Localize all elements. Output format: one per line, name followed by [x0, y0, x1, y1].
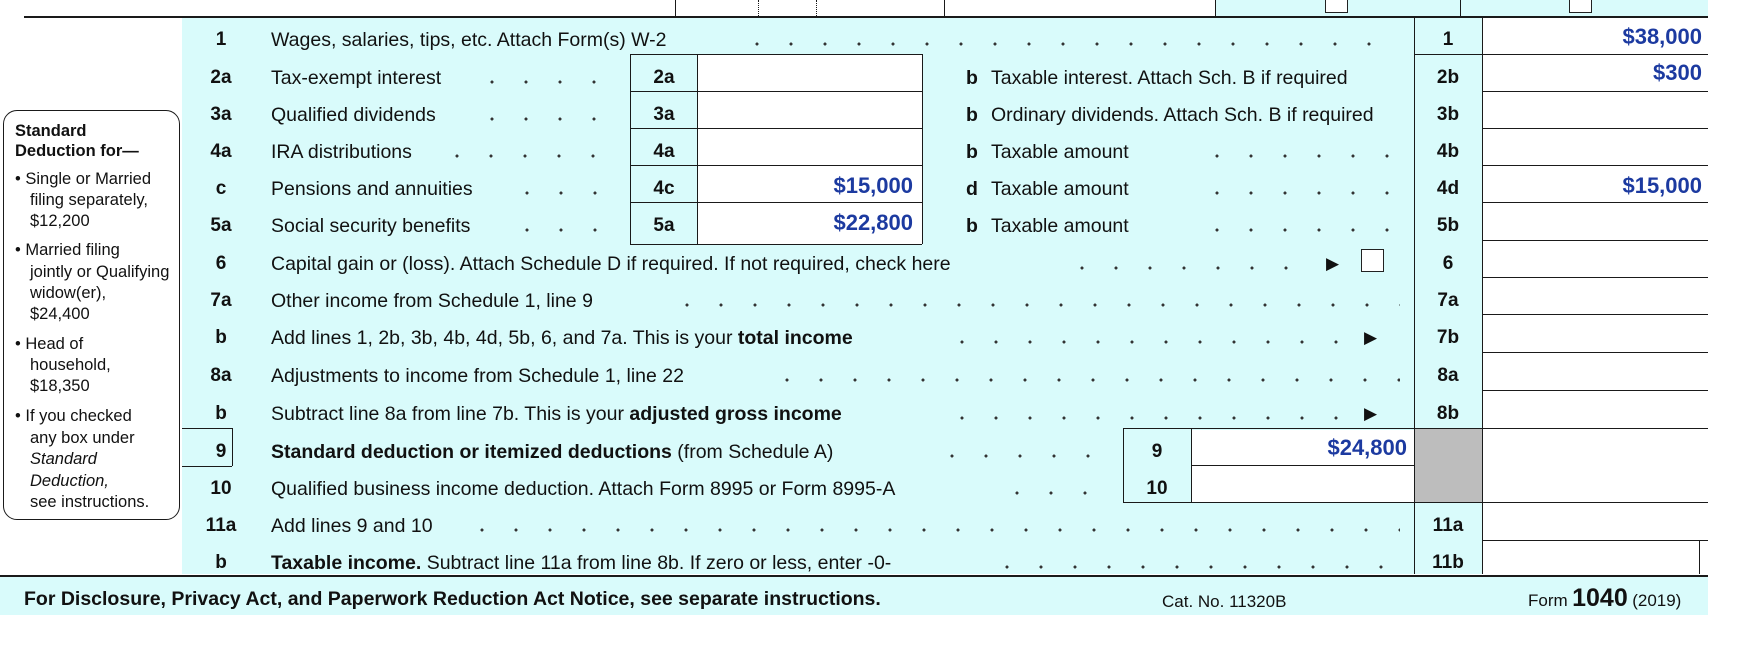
line-3b-label: Ordinary dividends. Attach Sch. B if required [991, 104, 1374, 126]
top-divider-3 [816, 0, 817, 16]
line-number: 5a [210, 215, 232, 236]
box-label-2a: 2a [653, 67, 675, 88]
notch-rule-top [182, 428, 232, 429]
box-label-4b: 4b [1436, 141, 1460, 162]
box9-mid-rule [1191, 465, 1414, 466]
mid-box-right-edge [922, 54, 923, 244]
line-8b-label [271, 403, 842, 425]
top-rule [24, 16, 1708, 18]
notch-rule-bottom [182, 466, 232, 467]
line-3b-letter: b [966, 104, 978, 126]
line-7b-text: Add lines 1, 2b, 3b, 4b, 4d, 5b, 6, and 7a. This is your [271, 327, 738, 349]
line-9-label [271, 441, 833, 463]
sd-head-2: household, [30, 356, 111, 374]
line-3a-label: Qualified dividends [271, 104, 436, 126]
line-10-label: Qualified business income deduction. Attach Form 8995 or Form 8995-A [271, 478, 896, 500]
amount-line-5a[interactable]: $22,800 [833, 210, 913, 235]
sd-head-3: $18,350 [30, 377, 90, 395]
line-11a-label: Add lines 9 and 10 [271, 515, 433, 537]
form-prefix: Form [1528, 591, 1568, 610]
line-4d-label: Taxable amount [991, 178, 1129, 200]
line-4b-label: Taxable amount [991, 141, 1129, 163]
box-label-5b: 5b [1436, 215, 1460, 236]
line-number: 6 [215, 253, 227, 274]
line-11b-label [271, 552, 891, 574]
form-identifier [1528, 584, 1681, 613]
rule-after-7b [1482, 352, 1708, 353]
sd-married-2: jointly or Qualifying [30, 263, 170, 281]
box-label-4c: 4c [653, 178, 675, 199]
rule-after-2b [1482, 91, 1708, 92]
leader-dots [770, 377, 1400, 383]
leader-dots [475, 116, 605, 122]
right-box-divider [1482, 16, 1483, 574]
top-checkbox-1[interactable] [1325, 0, 1348, 13]
sd-head-1: • Head of [15, 335, 84, 353]
rule-after-8a [1482, 390, 1708, 391]
standard-deduction-title-1: Standard [15, 122, 87, 140]
line-2b-letter: b [966, 67, 978, 89]
line-8b-text: Subtract line 8a from line 7b. This is your [271, 403, 630, 425]
mid-rule-2 [630, 91, 922, 92]
top-divider-5 [1215, 0, 1216, 16]
amount-line-2b[interactable]: $300 [1653, 60, 1702, 85]
rule-after-11a [1482, 540, 1708, 541]
box9-bottom-rule [1123, 502, 1414, 503]
line-number: 11a [205, 515, 237, 536]
line-6-arrow-icon: ▶ [1326, 254, 1340, 273]
line-2b-label: Taxable interest. Attach Sch. B if required [991, 67, 1348, 89]
rule-after-5b [1482, 240, 1708, 241]
line-6-checkbox[interactable] [1361, 249, 1384, 272]
sd-checked-1: • If you checked [15, 407, 132, 425]
line-number: 4a [210, 141, 232, 162]
line-5b-label: Taxable amount [991, 215, 1129, 237]
box9-top-rule [1123, 428, 1414, 429]
bottom-rule [0, 575, 1708, 577]
mid-rule-3 [630, 128, 922, 129]
line-9-bold: Standard deduction or itemized deductions [271, 441, 672, 463]
leader-dots [1200, 153, 1400, 159]
leader-dots [475, 79, 605, 85]
line-7b-label [271, 327, 853, 349]
line11b-end-rule [1699, 540, 1700, 574]
leader-dots [440, 153, 605, 159]
amount-line-9[interactable]: $24,800 [1327, 435, 1407, 460]
mid-rule-5 [630, 202, 922, 203]
box-label-11a: 11a [1432, 515, 1464, 536]
sd-checked-4: Deduction, [30, 472, 109, 490]
leader-dots [510, 227, 605, 233]
amount-line-4d[interactable]: $15,000 [1622, 173, 1702, 198]
box-label-7a: 7a [1437, 290, 1459, 311]
amount-line-4c[interactable]: $15,000 [833, 173, 913, 198]
sd-single-2: filing separately, [30, 191, 149, 209]
box-label-3b: 3b [1436, 104, 1460, 125]
rule-after-4b [1482, 165, 1708, 166]
line-number: 2a [210, 67, 232, 88]
box-label-3a: 3a [653, 104, 675, 125]
leader-dots [510, 190, 605, 196]
leader-dots [465, 527, 1400, 533]
mid-rule-4 [630, 165, 922, 166]
line-8a-label: Adjustments to income from Schedule 1, line 22 [271, 365, 684, 387]
form-year: (2019) [1632, 591, 1682, 610]
rule-after-7a [1482, 314, 1708, 315]
box-label-2b: 2b [1436, 67, 1460, 88]
leader-dots [935, 453, 1105, 459]
leader-dots [670, 302, 1400, 308]
box-label-4d: 4d [1436, 178, 1460, 199]
line-number: 3a [210, 104, 232, 125]
box-label-5a: 5a [653, 215, 675, 236]
line-number: 7a [210, 290, 232, 311]
rule-after-3b [1482, 128, 1708, 129]
sd-single-3: $12,200 [30, 212, 90, 230]
line-number: b [215, 327, 227, 348]
mid-rule-6 [630, 244, 922, 245]
box-label-10: 10 [1146, 478, 1168, 499]
line-number: 8a [210, 365, 232, 386]
box-label-11b: 11b [1432, 552, 1464, 573]
sd-checked-3: Standard [30, 450, 97, 468]
sd-married-1: • Married filing [15, 241, 120, 259]
leader-dots [1000, 490, 1105, 496]
box-label-4a: 4a [653, 141, 675, 162]
line-7a-label: Other income from Schedule 1, line 9 [271, 290, 593, 312]
amount-column [1482, 16, 1708, 574]
sd-checked-2: any box under [30, 429, 135, 447]
top-checkbox-2[interactable] [1569, 0, 1592, 13]
line-number: 9 [215, 441, 227, 462]
line-number: 10 [210, 478, 232, 499]
box-label-1: 1 [1442, 29, 1454, 50]
privacy-notice: For Disclosure, Privacy Act, and Paperwork Reduction Act Notice, see separate instructions. [24, 588, 881, 610]
sd-checked-5: see instructions. [30, 493, 150, 511]
line-11b-bold: Taxable income. [271, 552, 422, 574]
line-number: c [215, 178, 227, 199]
line-8b-bold: adjusted gross income [629, 403, 842, 425]
line-8b-arrow-icon: ▶ [1364, 404, 1378, 423]
rule-after-8b [1414, 428, 1708, 429]
top-divider-6 [1460, 0, 1461, 16]
line-number: 1 [215, 29, 227, 50]
sd-married-3: widow(er), [30, 284, 107, 302]
line-6-label: Capital gain or (loss). Attach Schedule D if required. If not required, check here [271, 253, 951, 275]
top-header-band [1216, 0, 1708, 16]
leader-dots [740, 41, 1400, 47]
sd-single-1: • Single or Married [15, 170, 151, 188]
box-label-6: 6 [1442, 253, 1454, 274]
line-9-text: (from Schedule A) [671, 441, 834, 463]
box-label-8b: 8b [1436, 403, 1460, 424]
rule-after-6 [1482, 277, 1708, 278]
leader-dots [1065, 265, 1315, 271]
rule-after-1 [1414, 54, 1708, 55]
line-7b-bold: total income [737, 327, 853, 349]
leader-dots [990, 564, 1400, 570]
line-4c-label: Pensions and annuities [271, 178, 473, 200]
line-4b-letter: b [966, 141, 978, 163]
line-7b-arrow-icon: ▶ [1364, 328, 1378, 347]
leader-dots [1200, 190, 1400, 196]
sd-married-4: $24,400 [30, 305, 90, 323]
mid-rule-1 [630, 54, 922, 55]
rule-after-4d [1482, 202, 1708, 203]
amount-line-1[interactable]: $38,000 [1622, 24, 1702, 49]
leader-dots [945, 339, 1355, 345]
line-2a-label: Tax-exempt interest [271, 67, 442, 89]
top-divider-2 [758, 0, 759, 16]
box-label-9: 9 [1151, 441, 1163, 462]
rule-after-10 [1414, 502, 1708, 503]
line-5a-label: Social security benefits [271, 215, 471, 237]
standard-deduction-title-2: Deduction for— [15, 142, 139, 160]
catalog-number: Cat. No. 11320B [1162, 592, 1287, 611]
box-label-8a: 8a [1437, 365, 1459, 386]
line-5b-letter: b [966, 215, 978, 237]
line-4d-letter: d [966, 178, 978, 200]
line-4a-label: IRA distributions [271, 141, 412, 163]
form-number: 1040 [1572, 584, 1628, 612]
line-number: b [215, 403, 227, 424]
top-divider-1 [675, 0, 676, 16]
line-number: b [215, 552, 227, 573]
shaded-box [1414, 428, 1482, 502]
line-1-label: Wages, salaries, tips, etc. Attach Form(s) W-2 [271, 29, 667, 51]
top-divider-4 [944, 0, 945, 16]
line-11b-text: Subtract line 11a from line 8b. If zero or less, enter -0- [421, 552, 892, 574]
box-label-7b: 7b [1436, 327, 1460, 348]
leader-dots [1200, 227, 1400, 233]
leader-dots [945, 415, 1355, 421]
